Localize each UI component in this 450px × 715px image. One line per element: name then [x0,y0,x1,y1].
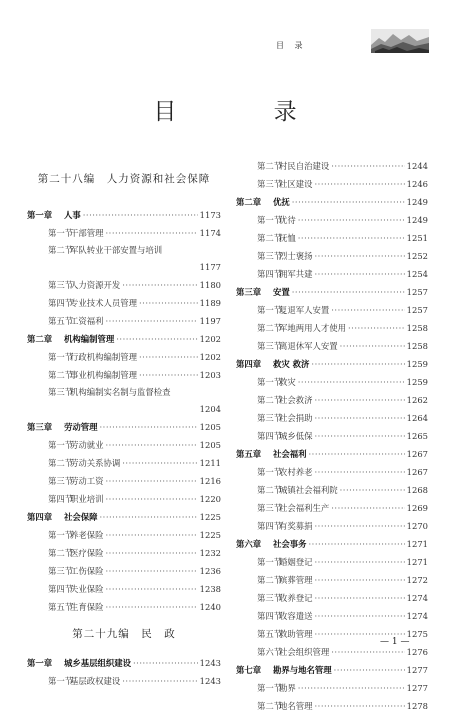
section-number: 第一节 [48,228,74,238]
section-title: 殡葬管理 [279,575,313,585]
chapter-number: 第五章 [236,449,262,459]
toc-page-number: 1238 [199,584,221,594]
toc-chapter-entry [236,283,428,301]
leader-dots [133,654,198,672]
section-number: 第三节 [257,413,283,423]
leader-dots [116,330,197,348]
toc-page-number: 1257 [406,305,428,315]
section-number: 第五节 [48,316,74,326]
toc-section-entry [27,276,221,294]
section-title: 烈士褒扬 [279,251,313,261]
section-number: 第二节 [257,161,283,171]
section-number: 第四节 [48,494,74,504]
page-number: — 1 — [380,637,410,647]
chapter-number: 第七章 [236,665,262,675]
section-title: 社会福利生产 [279,503,330,513]
toc-page-number: 1271 [406,557,428,567]
toc-section-entry [236,553,428,571]
toc-section-entry [27,454,221,472]
section-number: 第二节 [257,323,283,333]
toc-section-entry [27,294,221,312]
chapter-title: 机构编制管理 [64,334,115,344]
toc-section-entry [236,679,428,697]
toc-page-number: 1268 [406,485,428,495]
chapter-title: 人事 [64,210,81,220]
chapter-title: 社会保障 [64,512,98,522]
section-title: 城乡低保 [279,431,313,441]
section-title: 社区建设 [279,179,313,189]
toc-page-number: 1258 [406,323,428,333]
section-number: 第四节 [48,584,74,594]
section-title: 社会救济 [279,395,313,405]
toc-section-entry [27,242,221,258]
toc-page-number: 1275 [406,629,428,639]
toc-page-number: 1277 [406,683,428,693]
toc-section-entry [27,472,221,490]
toc-section-entry [27,348,221,366]
leader-dots [315,553,405,571]
section-title: 劳动关系协调 [70,458,121,468]
toc-page-number: 1225 [199,512,221,522]
leader-dots [315,175,405,193]
leader-dots [331,301,404,319]
leader-dots [311,355,404,373]
section-title: 机构编制实名制与监督检查 [70,387,171,397]
toc-page-number: 1269 [406,503,428,513]
toc-section-entry [236,409,428,427]
toc-section-entry [236,517,428,535]
chapter-number: 第四章 [236,359,262,369]
toc-section-entry [236,319,428,337]
toc-page-number: 1267 [406,467,428,477]
section-number: 第一节 [257,557,283,567]
chapter-title: 城乡基层组织建设 [64,658,131,668]
toc-section-entry [236,337,428,355]
section-number: 第一节 [48,440,74,450]
toc-page-number: 1205 [199,422,221,432]
toc-section-entry [236,265,428,283]
toc-chapter-entry [27,418,221,436]
leader-dots [292,193,405,211]
toc-section-entry [27,672,221,690]
leader-dots [334,661,405,679]
toc-page-number: 1202 [199,334,221,344]
toc-section-entry [27,384,221,400]
leader-dots [348,319,405,337]
toc-page-number: 1278 [406,701,428,711]
section-title: 军队转业干部安置与培训 [70,245,163,255]
toc-page-number: 1271 [406,539,428,549]
toc-section-entry [236,499,428,517]
section-number: 第四节 [257,431,283,441]
leader-dots [331,499,404,517]
toc-page-number: 1174 [199,228,221,238]
toc-section-entry [236,373,428,391]
toc-chapter-entry [236,661,428,679]
leader-dots [315,571,405,589]
chapter-number: 第四章 [27,512,53,522]
toc-chapter-entry [236,535,428,553]
section-title: 事业机构编制管理 [70,370,137,380]
section-title: 优待 [279,215,296,225]
section-title: 收容遣送 [279,611,313,621]
section-number: 第四节 [257,269,283,279]
section-title: 勘界 [279,683,296,693]
leader-dots [106,598,198,616]
toc-page-number: 1180 [199,280,221,290]
leader-dots [298,229,405,247]
leader-dots [106,544,198,562]
section-title: 地名管理 [279,701,313,711]
section-number: 第一节 [257,215,283,225]
section-title: 拥军共建 [279,269,313,279]
toc-section-entry [236,481,428,499]
leader-dots [315,463,405,481]
leader-dots [106,472,198,490]
leader-dots [122,672,197,690]
section-title: 职业培训 [70,494,104,504]
toc-page-number: 1272 [406,575,428,585]
section-title: 城镇社会福利院 [279,485,338,495]
toc-section-entry [27,312,221,330]
section-number: 第一节 [48,676,74,686]
section-title: 基层政权建设 [70,676,121,686]
section-number: 第一节 [48,352,74,362]
toc-section-entry [236,157,428,175]
chapter-title: 安置 [273,287,290,297]
chapter-title: 勘界与地名管理 [273,665,332,675]
leader-dots [122,276,197,294]
leader-dots [315,589,405,607]
chapter-number: 第二章 [236,197,262,207]
leader-dots [122,454,197,472]
leader-dots [315,265,405,283]
toc-section-entry [27,562,221,580]
leader-dots [331,157,404,175]
toc-chapter-entry [236,193,428,211]
chapter-number: 第三章 [236,287,262,297]
toc-page-number: 1189 [199,298,221,308]
toc-page-number: 1252 [406,251,428,261]
toc-chapter-entry [27,654,221,672]
section-number: 第一节 [257,305,283,315]
leader-dots [315,247,405,265]
toc-section-entry [236,175,428,193]
section-number: 第一节 [257,467,283,477]
toc-page-number: 1258 [406,341,428,351]
section-number: 第三节 [48,566,74,576]
toc-section-entry [236,301,428,319]
toc-section-entry [27,436,221,454]
toc-page-number: 1251 [406,233,428,243]
toc-page-number: 1220 [199,494,221,504]
section-number: 第三节 [257,179,283,189]
toc-page-number: 1204 [199,404,221,414]
section-number: 第三节 [48,280,74,290]
section-number: 第三节 [257,251,283,261]
section-title: 社会组织管理 [279,647,330,657]
leader-dots [315,697,405,715]
toc-page-number: 1232 [199,548,221,558]
chapter-title: 社会福利 [273,449,307,459]
leader-dots [106,312,198,330]
section-title: 工伤保险 [70,566,104,576]
toc-page-number: 1265 [406,431,428,441]
section-title: 失业保险 [70,584,104,594]
toc-section-entry [236,229,428,247]
toc-section-entry [236,589,428,607]
section-number: 第二节 [48,458,74,468]
toc-page-number: 1225 [199,530,221,540]
toc-section-entry [236,463,428,481]
chapter-number: 第三章 [27,422,53,432]
leader-dots [100,508,198,526]
section-title: 医疗保险 [70,548,104,558]
leader-dots [139,348,198,366]
section-number: 第三节 [257,593,283,603]
leader-dots [315,409,405,427]
page-title: 目 录 [153,99,342,125]
section-number: 第二节 [257,575,283,585]
running-header: 目 录 [276,41,307,50]
section-number: 第二节 [257,701,283,711]
section-number: 第四节 [257,521,283,531]
toc-section-entry [236,607,428,625]
leader-dots [106,562,198,580]
toc-page-number: 1246 [406,179,428,189]
toc-page-number: 1197 [199,316,221,326]
section-number: 第二节 [257,485,283,495]
leader-dots [309,535,405,553]
leader-dots [315,517,405,535]
leader-dots [298,679,405,697]
section-title: 救助管理 [279,629,313,639]
toc-section-entry [27,580,221,598]
toc-page-number: 1211 [199,458,221,468]
toc-page-number: 1259 [406,359,428,369]
toc-page-number: 1249 [406,197,428,207]
leader-dots [315,391,405,409]
toc-page-number: 1240 [199,602,221,612]
section-title: 劳动就业 [70,440,104,450]
section-title: 专业技术人员管理 [70,298,137,308]
section-number: 第一节 [48,530,74,540]
section-title: 村民自治建设 [279,161,330,171]
toc-right-column [236,157,428,715]
section-title: 离退休军人安置 [279,341,338,351]
toc-section-entry [27,366,221,384]
toc-chapter-entry [27,330,221,348]
section-title: 军地两用人才使用 [279,323,346,333]
section-number: 第三节 [48,387,74,397]
section-title: 社会捐助 [279,413,313,423]
chapter-title: 优抚 [273,197,290,207]
toc-section-entry [236,571,428,589]
section-title: 干部管理 [70,228,104,238]
section-number: 第二节 [48,548,74,558]
toc-page-number: 1203 [199,370,221,380]
toc-page-number: 1202 [199,352,221,362]
section-number: 第四节 [257,611,283,621]
section-title: 工资福利 [70,316,104,326]
leader-dots [106,436,198,454]
section-number: 第三节 [48,476,74,486]
leader-dots [309,445,405,463]
section-title: 劳动工资 [70,476,104,486]
part-heading: 第二十八编 人力资源和社会保障 [37,173,211,185]
toc-page-number: 1254 [406,269,428,279]
section-number: 第一节 [257,683,283,693]
toc-section-entry [236,427,428,445]
section-title: 收养登记 [279,593,313,603]
leader-dots [106,224,198,242]
leader-dots [298,211,405,229]
toc-page-number: 1276 [406,647,428,657]
section-title: 婚姻登记 [279,557,313,567]
leader-dots [83,206,198,224]
section-number: 第二节 [48,370,74,380]
leader-dots [139,366,198,384]
section-title: 养老保险 [70,530,104,540]
section-number: 第四节 [48,298,74,308]
toc-page-number: 1216 [199,476,221,486]
toc-page-number: 1249 [406,215,428,225]
toc-section-entry [236,697,428,715]
toc-page-number: 1274 [406,611,428,621]
leader-dots [340,481,405,499]
toc-page-number: 1257 [406,287,428,297]
toc-page-number: 1177 [199,262,221,272]
toc-entry-continuation [27,258,221,276]
toc-page-number: 1244 [406,161,428,171]
section-number: 第五节 [257,629,283,639]
leader-dots [315,427,405,445]
leader-dots [106,580,198,598]
section-title: 人力资源开发 [70,280,121,290]
section-number: 第三节 [257,341,283,351]
section-number: 第二节 [257,233,283,243]
header-landscape-image [371,29,429,53]
toc-page-number: 1173 [199,210,221,220]
toc-section-entry [27,544,221,562]
section-number: 第二节 [257,395,283,405]
leader-dots [100,418,198,436]
toc-entry-continuation [27,400,221,418]
toc-chapter-entry [27,508,221,526]
section-number: 第一节 [257,377,283,387]
toc-chapter-entry [27,206,221,224]
toc-section-entry [27,224,221,242]
toc-page-number: 1274 [406,593,428,603]
chapter-number: 第一章 [27,658,53,668]
toc-page-number: 1267 [406,449,428,459]
leader-dots [106,526,198,544]
section-title: 救灾 [279,377,296,387]
section-title: 复退军人安置 [279,305,330,315]
toc-chapter-entry [236,355,428,373]
section-title: 抚恤 [279,233,296,243]
toc-page-number: 1243 [199,658,221,668]
toc-section-entry [236,391,428,409]
chapter-title: 救灾 救济 [273,359,310,369]
chapter-title: 劳动管理 [64,422,98,432]
section-title: 农村养老 [279,467,313,477]
toc-left-column [27,172,221,690]
toc-page-number: 1259 [406,377,428,387]
toc-page-number: 1236 [199,566,221,576]
section-number: 第五节 [48,602,74,612]
leader-dots [292,283,405,301]
section-title: 生育保险 [70,602,104,612]
toc-page-number: 1243 [199,676,221,686]
section-title: 行政机构编制管理 [70,352,137,362]
chapter-number: 第六章 [236,539,262,549]
section-number: 第三节 [257,503,283,513]
leader-dots [298,373,405,391]
toc-section-entry [27,526,221,544]
leader-dots [315,607,405,625]
part-heading: 第二十九编 民 政 [72,628,176,640]
leader-dots [139,294,198,312]
chapter-number: 第一章 [27,210,53,220]
toc-page-number: 1205 [199,440,221,450]
section-number: 第二节 [48,245,74,255]
chapter-number: 第二章 [27,334,53,344]
toc-page-number: 1262 [406,395,428,405]
leader-dots [340,337,405,355]
toc-section-entry [236,211,428,229]
toc-section-entry [236,247,428,265]
leader-dots [106,490,198,508]
toc-page-number: 1270 [406,521,428,531]
toc-section-entry [27,490,221,508]
section-number: 第六节 [257,647,283,657]
toc-section-entry [27,598,221,616]
toc-page-number: 1264 [406,413,428,423]
chapter-title: 社会事务 [273,539,307,549]
toc-page-number: 1277 [406,665,428,675]
toc-chapter-entry [236,445,428,463]
section-title: 有奖募捐 [279,521,313,531]
